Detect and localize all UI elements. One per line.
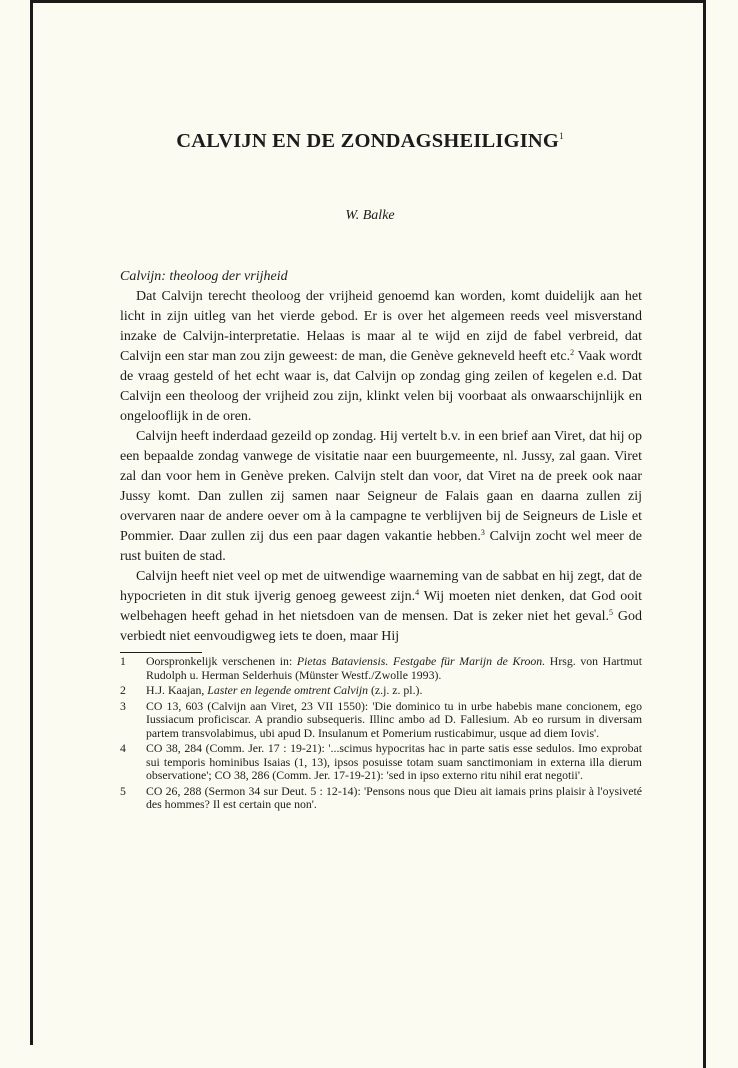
article-title [60,130,680,153]
footnote-4 [120,742,642,783]
footnote-ref: 2 [570,348,575,357]
footnote-5 [120,785,642,812]
paragraph-text: Vaak wordt de vraag gesteld of het echt waar is, dat Calvijn op zondag ging zeilen of kegelen e.d. Dat Calvijn een theoloog der vrijheid zou zijn, klinkt velen bij voorbaat als onwaarschijnlijk en ongelooflijk in de oren. [120,349,642,424]
footnote-number: 5 [120,783,126,798]
page-border-left [30,0,33,1045]
paragraph-2 [120,427,642,567]
footnote-text: CO 26, 288 (Sermon 34 sur Deut. 5 : 12-14): 'Pensons nous que Dieu ait iamais prins plaisir à l'oysiveté des hommes? Il est certain que non'. [146,783,642,811]
footnote-number: 4 [120,741,126,755]
section-heading: Calvijn: theoloog der vrijheid [120,269,288,284]
footnote-text: CO 13, 603 (Calvijn aan Viret, 23 VII 1550): 'Die dominico tu in urbe habebis mane concionem, ego Iussiacum proficiscar. A prandio subsequeris. Illinc ambo ad D. Fallesium. Ab eo rursum in diversam partem transvolabimus, ubi apud D. Insulanum et Pomerium rusticabimur, usque ad diem Iovis'. [146,698,642,740]
article-body [120,267,642,812]
footnote-ref: 3 [480,528,485,537]
title-text: CALVIJN EN DE ZONDAGSHEILIGING [176,130,560,152]
paragraph-text: Calvijn heeft inderdaad gezeild op zondag. Hij vertelt b.v. in een brief aan Viret, dat hij op een bepaalde zondag vanwege de visitatie naar een buurgemeente, nl. Jussy, zal gaan. Viret zal dan voor hem in Genève preken. Calvijn stelt dan voor, dat Viret na de preek ook naar Jussy komt. Dan zullen zij samen naar Seigneur de Falais gaan en daarna zullen zij overvaren naar de andere oever om à la campagne te verblijven bij de Seigneurs de Lisle et Pommier. Daar zullen zij dus een paar dagen vakantie hebben. [120,429,642,544]
footnote-number: 1 [120,654,126,668]
footnote-number: 3 [120,698,126,713]
footnote-text: H.J. Kaajan, Laster en legende omtrent Calvijn (z.j. z. pl.). [146,683,423,697]
title-footnote-marker: 1 [559,131,564,141]
paragraph-text: Wij moeten niet denken, dat God ooit welbehagen heeft gehad in het nietsdoen van de mensen. Dat is zeker niet het geval. [120,589,642,624]
paragraph-text: God verbiedt niet eenvoudigweg iets te doen, maar Hij [120,609,642,644]
footnote-text: Oorspronkelijk verschenen in: Pietas Bataviensis. Festgabe für Marijn de Kroon. Hrsg. von Hartmut Rudolph u. Herman Selderhuis (Münster Westf./Zwolle 1993). [146,654,642,682]
footnote-text: CO 38, 284 (Comm. Jer. 17 : 19-21): '...scimus hypocritas hac in parte satis esse sedulos. Imo exprobat sui temporis hominibus Isaias (1, 13), ipsos posuisse totam suam sanctimoniam in externa illa dierum observatione'; CO 38, 286 (Comm. Jer. 17-19-21): 'sed in ipso externo ritu nihil erat negotii'. [146,741,642,782]
author-name: W. Balke [345,208,395,223]
paragraph-text: Dat Calvijn terecht theoloog der vrijheid genoemd kan worden, komt duidelijk aan het licht in zijn uitleg van het vierde gebod. Er is over het algemeen reeds veel misverstand inzake de Calvijn-interpretatie. Helaas is maar al te wijd en zijd de fabel verbreid, dat Calvijn een star man zou zijn geweest: de man, die Genève gekneveld heeft etc. [120,289,642,364]
footnote-1 [120,655,642,682]
page-border-top [30,0,706,3]
footnote-2 [120,684,642,698]
footnote-ref: 4 [415,588,420,597]
paragraph-text: Calvijn heeft niet veel op met de uitwendige waarneming van de sabbat en hij zegt, dat de hypocrieten in dit stuk ijverig genoeg geweest zijn. [120,569,642,604]
page-border-right [703,0,706,1068]
footnote-3 [120,700,642,741]
paragraph-text: Calvijn zocht wel meer de rust buiten de stad. [120,529,643,564]
paragraph-1 [120,287,642,427]
footnote-ref: 5 [609,608,614,617]
footnote-divider [120,652,202,653]
paragraph-3 [120,567,642,647]
footnote-number: 2 [120,683,126,697]
